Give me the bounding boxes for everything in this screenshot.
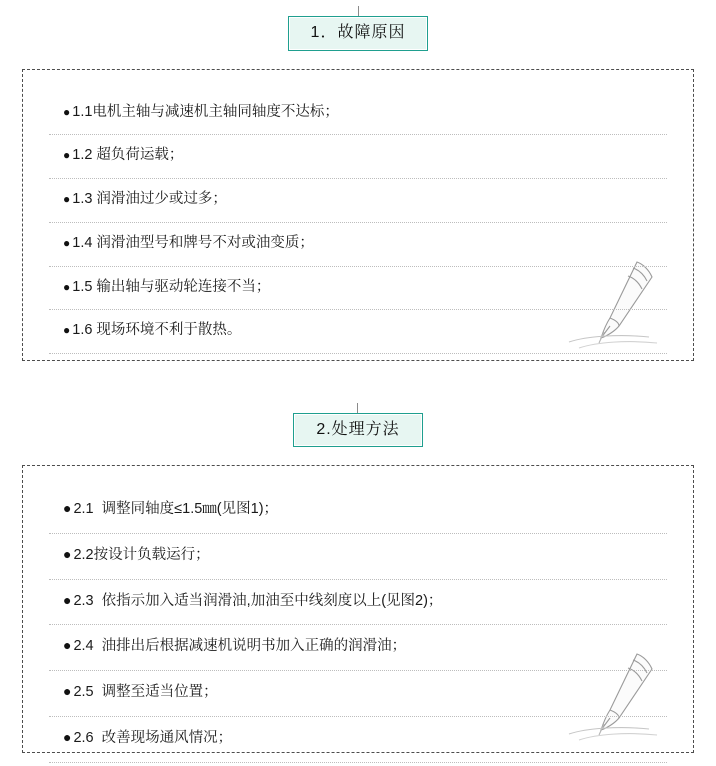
list-item <box>49 580 667 626</box>
bullet-icon: ● <box>63 500 72 517</box>
list-item-text: 2.2按设计负载运行； <box>73 546 210 563</box>
section-2-content-box <box>22 465 694 753</box>
section-2-heading: 2.处理方法 <box>293 413 422 448</box>
list-item <box>49 310 667 354</box>
bullet-icon: ● <box>63 235 71 250</box>
list-item <box>49 135 667 179</box>
list-item-text: 2.4 油排出后根据减速机说明书加入正确的润滑油； <box>73 638 407 655</box>
list-item-text: 2.3 依指示加入适当润滑油,加油至中线刻度以上(见图2)； <box>73 592 443 609</box>
list-item <box>49 717 667 763</box>
section-1-header <box>0 6 716 51</box>
list-item <box>49 625 667 671</box>
list-item <box>49 223 667 267</box>
list-item <box>49 671 667 717</box>
list-item <box>49 488 667 534</box>
list-item <box>49 179 667 223</box>
bullet-icon: ● <box>63 323 71 338</box>
header-tick-1 <box>358 6 359 16</box>
list-item-text: 1.4 润滑油型号和牌号不对或油变质； <box>72 234 314 251</box>
list-item-text: 1.3 润滑油过少或过多； <box>72 191 227 208</box>
section-1-content-box <box>22 69 694 361</box>
bullet-icon: ● <box>63 637 72 654</box>
list-item-text: 1.6 现场环境不利于散热。 <box>72 322 242 339</box>
bullet-icon: ● <box>63 192 71 207</box>
document-page <box>0 6 716 766</box>
bullet-icon: ● <box>63 683 72 700</box>
section-1-heading: 1．故障原因 <box>288 16 429 51</box>
list-item-text: 2.5 调整至适当位置； <box>73 684 218 701</box>
header-tick-2 <box>357 403 358 413</box>
section-2-header <box>0 403 716 448</box>
bullet-icon: ● <box>63 279 71 294</box>
list-item <box>49 267 667 311</box>
list-item-text: 1.2 超负荷运载； <box>72 147 184 164</box>
bullet-icon: ● <box>63 545 72 562</box>
list-item-text: 2.6 改善现场通风情况； <box>73 729 233 746</box>
list-item <box>49 92 667 136</box>
list-item-text: 2.1 调整同轴度≤1.5㎜(见图1)； <box>73 501 279 518</box>
bullet-icon: ● <box>63 728 72 745</box>
list-item-text: 1.1电机主轴与减速机主轴同轴度不达标； <box>72 103 339 120</box>
bullet-icon: ● <box>63 591 72 608</box>
list-item <box>49 534 667 580</box>
list-item-text: 1.5 输出轴与驱动轮连接不当； <box>72 278 271 295</box>
bullet-icon: ● <box>63 104 71 119</box>
bullet-icon: ● <box>63 148 71 163</box>
